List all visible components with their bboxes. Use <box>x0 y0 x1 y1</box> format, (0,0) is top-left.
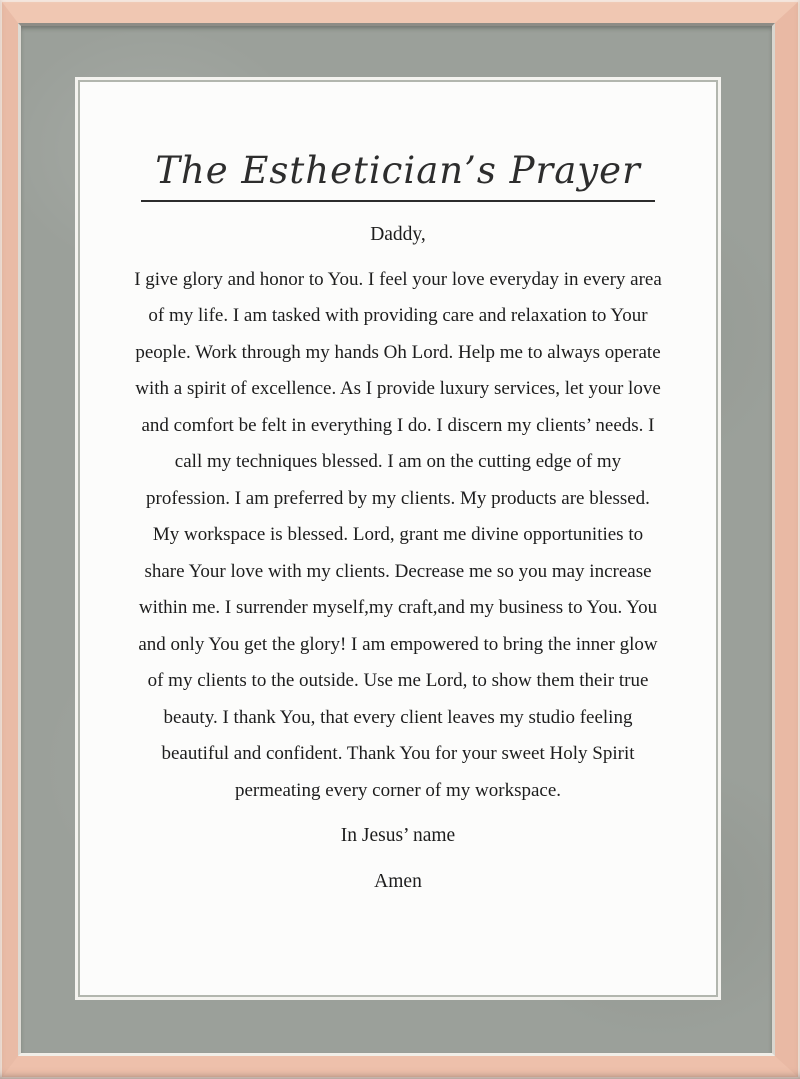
picture-frame <box>2 2 798 1077</box>
prayer-line: My workspace is blessed. Lord, grant me divine opportunities to <box>152 524 644 546</box>
prayer-line: within me. I surrender myself,my craft,and my business to You. You <box>138 597 658 619</box>
prayer-print <box>80 82 716 995</box>
prayer-line: call my techniques blessed. I am on the cutting edge of my <box>174 451 622 473</box>
prayer-line: profession. I am preferred by my clients. My products are blessed. <box>146 487 650 509</box>
prayer-title: The Esthetician’s Prayer <box>141 150 655 202</box>
prayer-line: with a spirit of excellence. As I provide luxury services, let your love <box>135 378 661 400</box>
prayer-line: permeating every corner of my workspace. <box>234 779 562 801</box>
prayer-line: share Your love with my clients. Decrease me so you may increase <box>144 560 652 582</box>
prayer-line: beautiful and confident. Thank You for your sweet Holy Spirit <box>161 743 635 765</box>
prayer-line: of my clients to the outside. Use me Lord, to show them their true <box>147 670 649 692</box>
prayer-line: I give glory and honor to You. I feel your love everyday in every area <box>134 268 662 290</box>
salutation: Daddy, <box>370 223 426 245</box>
frame-inner-lip <box>18 23 775 1056</box>
prayer-line: beauty. I thank You, that every client leaves my studio feeling <box>163 706 633 728</box>
prayer-body <box>96 262 700 810</box>
prayer-line: people. Work through my hands Oh Lord. Help me to always operate <box>135 341 661 363</box>
prayer-line: of my life. I am tasked with providing care and relaxation to Your <box>148 305 648 327</box>
prayer-line: and comfort be felt in everything I do. I discern my clients’ needs. I <box>141 414 655 436</box>
matte-board <box>21 26 772 1053</box>
amen-line: Amen <box>374 871 422 893</box>
closing-line: In Jesus’ name <box>340 825 456 847</box>
prayer-line: and only You get the glory! I am empowered to bring the inner glow <box>138 633 658 655</box>
